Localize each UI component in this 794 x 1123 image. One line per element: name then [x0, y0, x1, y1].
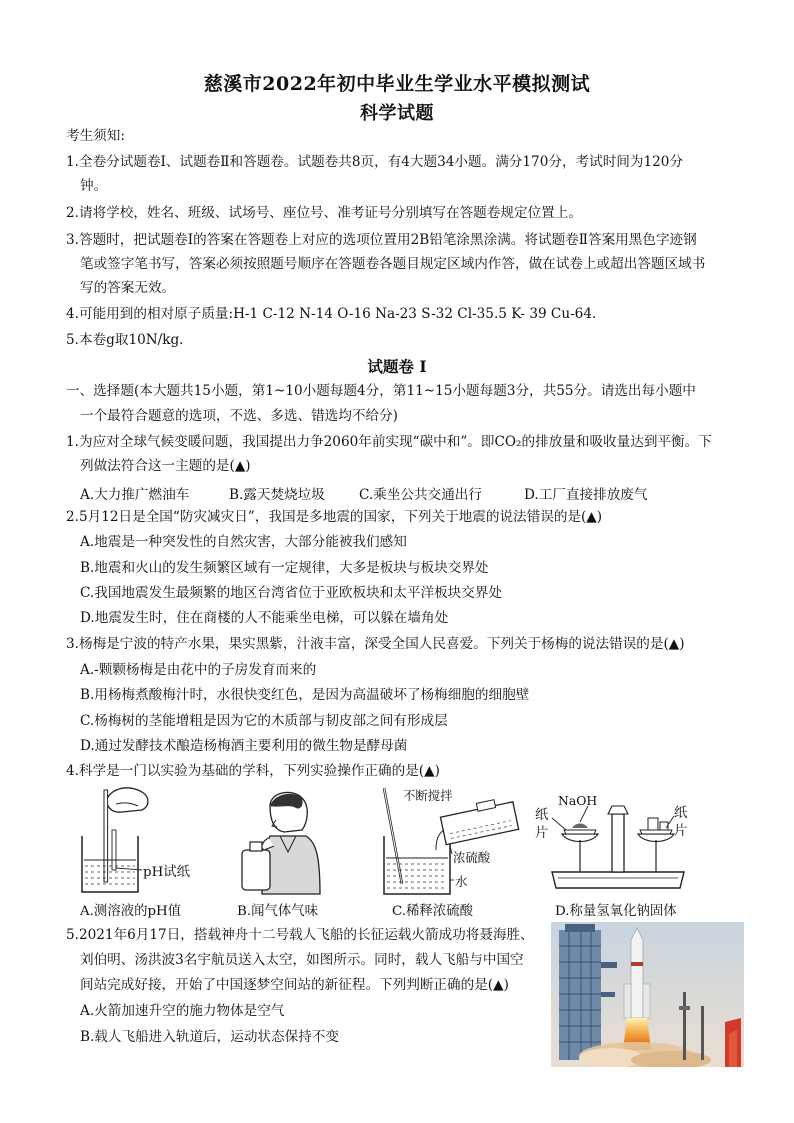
q2-option-d: D.地震发生时，住在商楼的人不能乘坐电梯，可以躲在墙角处: [80, 610, 449, 626]
q4-caption-a: A.测溶液的pH值: [80, 904, 182, 919]
q1-stem-2: 列做法符合这一主题的是(▲): [80, 458, 251, 474]
figure-c-water-label: 水: [455, 874, 468, 889]
rocket-launch-photo: [551, 922, 744, 1067]
q2-option-b: B.地震和火山的发生频繁区域有一定规律，大多是板块与板块交界处: [80, 560, 489, 576]
figure-d-paper-right-1: 纸: [674, 806, 688, 821]
q2-option-a: A.地震是一种突发性的自然灾害，大部分能被我们感知: [80, 534, 407, 550]
figure-c-acid-label: 浓硫酸: [453, 850, 491, 865]
q5-stem-2: 刘伯明、汤洪波3名宇航员送入太空，如图所示。同时，载人飞船与中国空: [80, 952, 524, 968]
notice-line-3c: 写的答案无效。: [80, 280, 176, 296]
part1-line-2: 一个最符合题意的选项，不选、多选、错选均不给分): [80, 408, 398, 424]
q4-caption-c: C.稀释浓硫酸: [392, 904, 473, 919]
q3-option-c: C.杨梅树的茎能增粗是因为它的木质部与韧皮部之间有形成层: [80, 713, 448, 729]
q5-option-a: A.火箭加速升空的施力物体是空气: [80, 1003, 285, 1019]
notice-line-1: 1.全卷分试题卷Ⅰ、试题卷Ⅱ和答题卷。试题卷共8页，有4大题34小题。满分170分，考试时间为120分: [66, 154, 684, 170]
figure-d-paper-right-2: 片: [674, 824, 688, 839]
figure-b-smell: [240, 786, 324, 898]
q1-option-c: C.乘坐公共交通出行: [359, 487, 482, 503]
q1-option-b: B.露天焚烧垃圾: [229, 487, 325, 503]
q1-stem-1: 1.为应对全球气候变暖问题，我国提出力争2060年前实现“碳中和”。即CO₂的排放量和吸收量达到平衡。下: [66, 434, 712, 450]
q1-option-d: D.工厂直接排放废气: [524, 487, 648, 503]
q4-caption-d: D.称量氢氧化钠固体: [555, 904, 677, 919]
q5-stem-3: 间站完成好接，开始了中国逐梦空间站的新征程。下列判断正确的是(▲): [80, 977, 509, 993]
figure-c-stir-label: 不断搅拌: [403, 788, 453, 803]
figure-d-naoh-label: NaOH: [558, 793, 598, 808]
q2-stem: 2.5月12日是全国“防灾减灾日”，我国是多地震的国家，下列关于地震的说法错误的是(▲): [66, 509, 603, 525]
notice-heading: 考生须知:: [66, 128, 125, 144]
notice-line-3b: 笔或签字笔书写，答案必须按照题号顺序在答题卷各题目规定区域内作答，做在试卷上或超出答题区域书: [80, 256, 706, 272]
exam-title: 慈溪市2022年初中毕业生学业水平模拟测试: [203, 73, 591, 95]
notice-line-2: 2.请将学校，姓名、班级、试场号、座位号、准考证号分别填写在答题卷规定位置上。: [66, 205, 582, 221]
q1-option-a: A.大力推广燃油车: [80, 487, 190, 503]
notice-line-5: 5.本卷g取10N/kg.: [66, 332, 184, 348]
figure-d-paper-left-2: 片: [535, 826, 549, 841]
q3-option-d: D.通过发酵技术酿造杨梅酒主要利用的微生物是酵母菌: [80, 738, 408, 754]
notice-line-1b: 钟。: [80, 178, 108, 194]
section-title: 试题卷 I: [367, 357, 427, 376]
figure-a-ph-test: [76, 782, 216, 898]
q3-stem: 3.杨梅是宁波的特产水果，果实黑紫，汁液丰富，深受全国人民喜爱。下列关于杨梅的说法错误的是(▲): [66, 636, 685, 652]
q3-option-a: A.-颗颗杨梅是由花中的子房发育而来的: [80, 662, 317, 678]
figure-d-paper-left-1: 纸: [535, 808, 549, 823]
q4-caption-b: B.闻气体气味: [237, 904, 319, 919]
part1-line-1: 一、选择题(本大题共15小题，第1~10小题每题4分，第11~15小题每题3分，共55分。请选出每小题中: [66, 383, 696, 399]
q3-option-b: B.用杨梅煮酸梅汁时，水很快变红色，是因为高温破坏了杨梅细胞的细胞壁: [80, 687, 530, 703]
exam-subtitle: 科学试题: [360, 103, 434, 124]
q2-option-c: C.我国地震发生最频繁的地区台湾省位于亚欧板块和太平洋板块交界处: [80, 585, 503, 601]
figure-a-ph-label: pH试纸: [143, 865, 191, 880]
q5-option-b: B.载人飞船进入轨道后，运动状态保持不变: [80, 1029, 339, 1045]
notice-line-4: 4.可能用到的相对原子质量:H-1 C-12 N-14 O-16 Na-23 S-32 Cl-35.5 K- 39 Cu-64.: [66, 306, 597, 322]
q5-stem-1: 5.2021年6月17日，搭载神舟十二号载人飞船的长征运载火箭成功将聂海胜、: [66, 927, 534, 943]
q4-stem: 4.科学是一门以实验为基础的学科，下列实验操作正确的是(▲): [66, 763, 440, 779]
notice-line-3: 3.答题时，把试题卷Ⅰ的答案在答题卷上对应的选项位置用2B铅笔涂黑涂满。将试题卷Ⅱ答案用黑色字迹钢: [66, 232, 697, 248]
